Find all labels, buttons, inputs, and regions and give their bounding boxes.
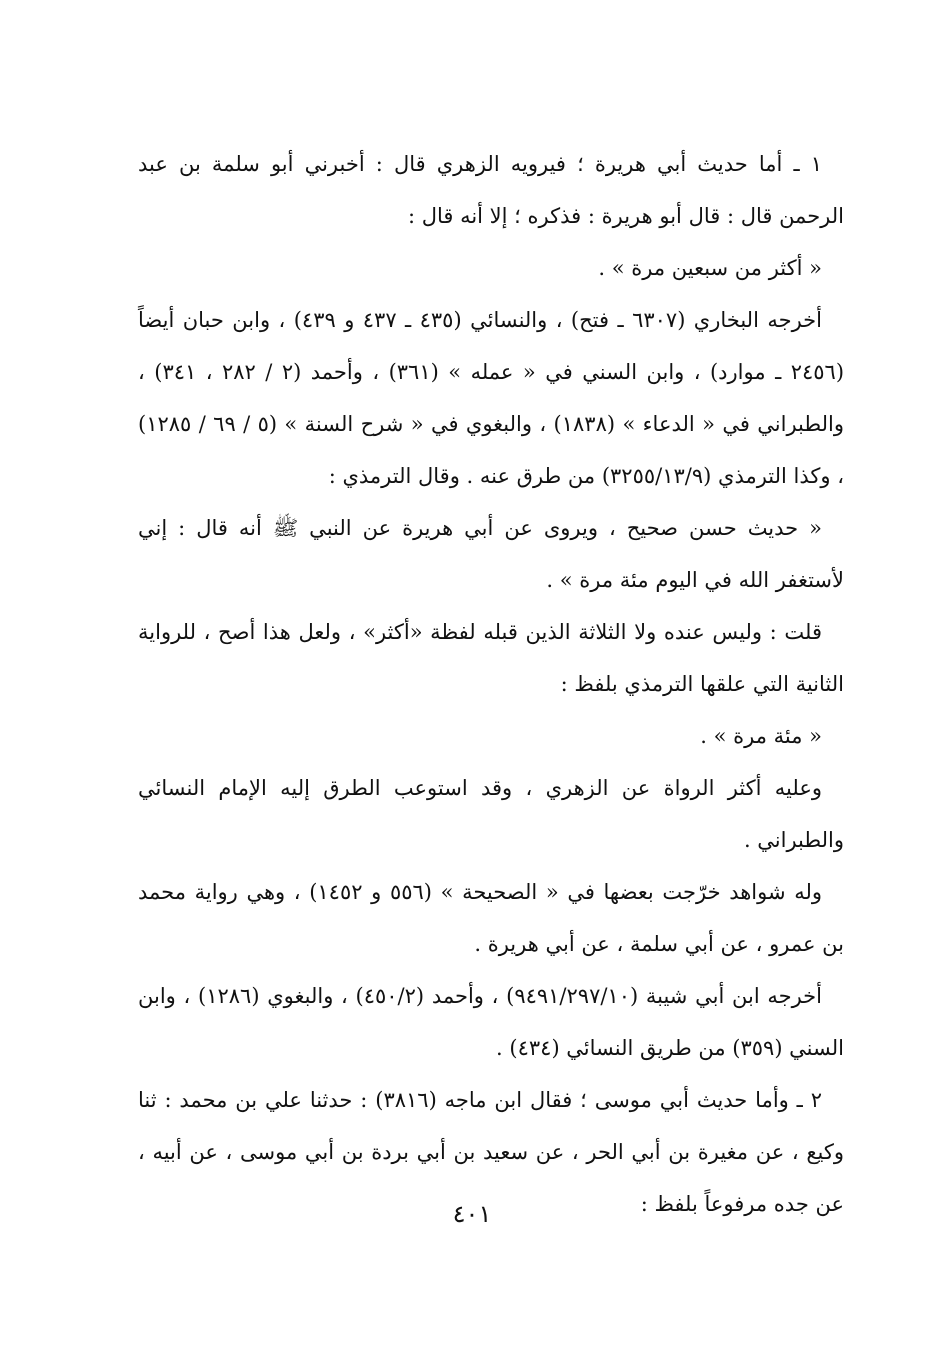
page-number: ٤٠١ [452, 1200, 492, 1228]
paragraph-abu-musa: ٢ ـ وأما حديث أبي موسى ؛ فقال ابن ماجه (٣٨١٦) : حدثنا علي بن محمد : ثنا وكيع ، عن مغيرة بن أبي الحر ، عن سعيد بن أبي بردة بن أبي موسى ، عن أبيه ، عن جده مرفوعاً بلفظ : [138, 1088, 844, 1216]
paragraph-shawahid: وله شواهد خرّجت بعضها في « الصحيحة » (٥٥٦ و ١٤٥٢) ، وهي رواية محمد بن عمرو ، عن أبي سلمة ، عن أبي هريرة . [138, 880, 844, 956]
paragraph-takhrij-bukhari: أخرجه البخاري (٦٣٠٧ ـ فتح) ، والنسائي (٤٣٥ ـ ٤٣٧ و ٤٣٩) ، وابن حبان أيضاً (٢٤٥٦ ـ موارد) ، وابن السني في « عمله » (٣٦١) ، وأحمد (٢ / ٢٨٢ ، ٣٤١) ، والطبراني في « الدعاء » (١٨٣٨) ، والبغوي في « شرح السنة » (٥ / ٦٩ / ١٢٨٥) ، وكذا الترمذي (٣٢٥٥/١٣/٩) من طرق عنه . وقال الترمذي : [138, 308, 845, 488]
page-body [138, 138, 844, 1230]
paragraph-abu-hurayra-intro: ١ ـ أما حديث أبي هريرة ؛ فيرويه الزهري قال : أخبرني أبو سلمة بن عبد الرحمن قال : قال أبو هريرة : فذكره ؛ إلا أنه قال : [138, 152, 844, 228]
paragraph-author-note: قلت : وليس عنده ولا الثلاثة الذين قبله لفظة «أكثر» ، ولعل هذا أصح ، للرواية الثانية التي علقها الترمذي بلفظ : [138, 620, 844, 696]
paragraph-takhrij-ibn-abi-shayba: أخرجه ابن أبي شيبة (٩٤٩١/٢٩٧/١٠) ، وأحمد (٤٥٠/٢) ، والبغوي (١٢٨٦) ، وابن السني (٣٥٩) من طريق النسائي (٤٣٤) . [138, 984, 844, 1060]
paragraph-narrators: وعليه أكثر الرواة عن الزهري ، وقد استوعب الطرق إليه الإمام النسائي والطبراني . [138, 776, 844, 852]
paragraph-quote-seventy: « أكثر من سبعين مرة » . [598, 256, 822, 280]
paragraph-quote-hundred: « مئة مرة » . [700, 724, 822, 748]
paragraph-tirmidhi-quote: « حديث حسن صحيح ، ويروى عن أبي هريرة عن النبي ﷺ أنه قال : إني لأستغفر الله في اليوم مئة مرة » . [138, 516, 844, 592]
